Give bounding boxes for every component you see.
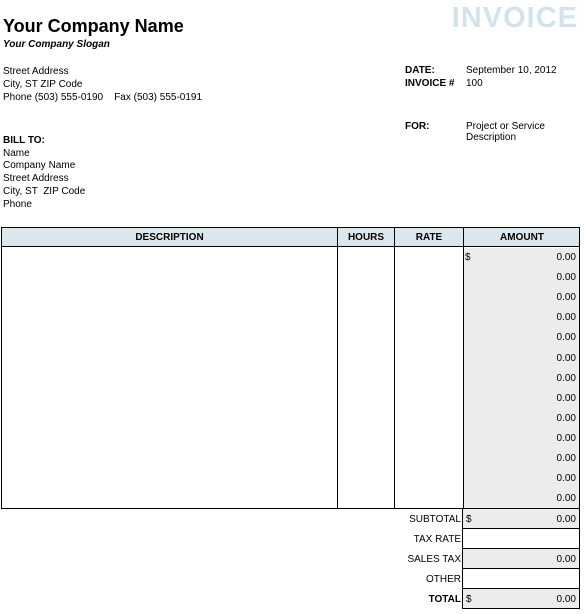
- total-value: 0.00: [556, 594, 576, 605]
- bill-to-city: City, ST ZIP Code: [3, 185, 86, 197]
- amount-value: 0.00: [556, 272, 576, 284]
- sales-tax-label: SALES TAX: [407, 554, 461, 565]
- total-label: TOTAL: [428, 594, 461, 605]
- company-name: Your Company Name: [3, 16, 184, 36]
- for-label: FOR:: [405, 121, 430, 132]
- amount-value: 0.00: [556, 473, 576, 485]
- line-items-table: [1, 227, 580, 509]
- amount-value: 0.00: [556, 312, 576, 324]
- sales-tax-cell[interactable]: [462, 549, 580, 569]
- bill-to-block: [3, 135, 85, 211]
- company-phone-fax: Phone (503) 555-0190 Fax (503) 555-0191: [3, 92, 203, 103]
- header-description: DESCRIPTION: [135, 232, 204, 243]
- column-divider: [394, 228, 395, 508]
- column-divider: [463, 228, 464, 508]
- subtotal-value: 0.00: [556, 514, 576, 525]
- company-city: City, ST ZIP Code: [3, 79, 83, 90]
- table-header: [2, 228, 579, 247]
- subtotal-row: [0, 509, 585, 529]
- for-value: [466, 121, 545, 143]
- amount-value: 0.00: [556, 372, 576, 384]
- date-value: September 10, 2012: [466, 65, 557, 76]
- tax-rate-label: TAX RATE: [413, 534, 461, 545]
- date-label: DATE:: [405, 65, 435, 76]
- bill-to-street: Street Address: [3, 173, 69, 185]
- other-row: [0, 569, 585, 589]
- subtotal-cell[interactable]: [462, 509, 580, 529]
- amount-value: 0.00: [556, 392, 576, 404]
- bill-to-label: BILL TO:: [3, 135, 45, 146]
- total-currency: $: [466, 594, 472, 605]
- column-divider: [337, 228, 338, 508]
- amount-value: 0.00: [556, 292, 576, 304]
- company-address: [3, 65, 202, 104]
- header-hours: HOURS: [347, 232, 385, 243]
- other-cell[interactable]: [462, 569, 580, 589]
- header-amount: AMOUNT: [500, 232, 544, 243]
- tax-rate-cell[interactable]: [462, 529, 580, 549]
- tax-rate-row: [0, 529, 585, 549]
- subtotal-label: SUBTOTAL: [409, 514, 461, 525]
- total-row: [0, 589, 585, 609]
- amount-value: 0.00: [556, 352, 576, 364]
- amount-value: 0.00: [556, 252, 576, 263]
- total-cell[interactable]: [462, 589, 580, 609]
- bill-to-name: Name: [3, 147, 30, 159]
- amount-value: 0.00: [556, 493, 576, 505]
- invoice-title: INVOICE: [451, 2, 578, 34]
- bill-to-company: Company Name: [3, 160, 76, 172]
- amount-value: 0.00: [556, 453, 576, 464]
- invoice-number-value: 100: [466, 78, 483, 89]
- sales-tax-row: [0, 549, 585, 569]
- header-rate: RATE: [415, 232, 443, 243]
- subtotal-currency: $: [466, 514, 472, 525]
- company-street: Street Address: [3, 66, 69, 77]
- amount-value: 0.00: [556, 432, 576, 444]
- amount-value: 0.00: [556, 412, 576, 424]
- amount-value: 0.00: [556, 332, 576, 344]
- for-value-line-2: Description: [466, 132, 517, 143]
- bill-to-phone: Phone: [3, 198, 32, 210]
- other-label: OTHER: [426, 574, 461, 585]
- amount-currency: $: [465, 252, 471, 263]
- sales-tax-value: 0.00: [556, 554, 576, 565]
- for-value-line-1: Project or Service: [466, 121, 545, 132]
- company-slogan: Your Company Slogan: [3, 39, 110, 50]
- invoice-number-label: INVOICE #: [405, 78, 455, 89]
